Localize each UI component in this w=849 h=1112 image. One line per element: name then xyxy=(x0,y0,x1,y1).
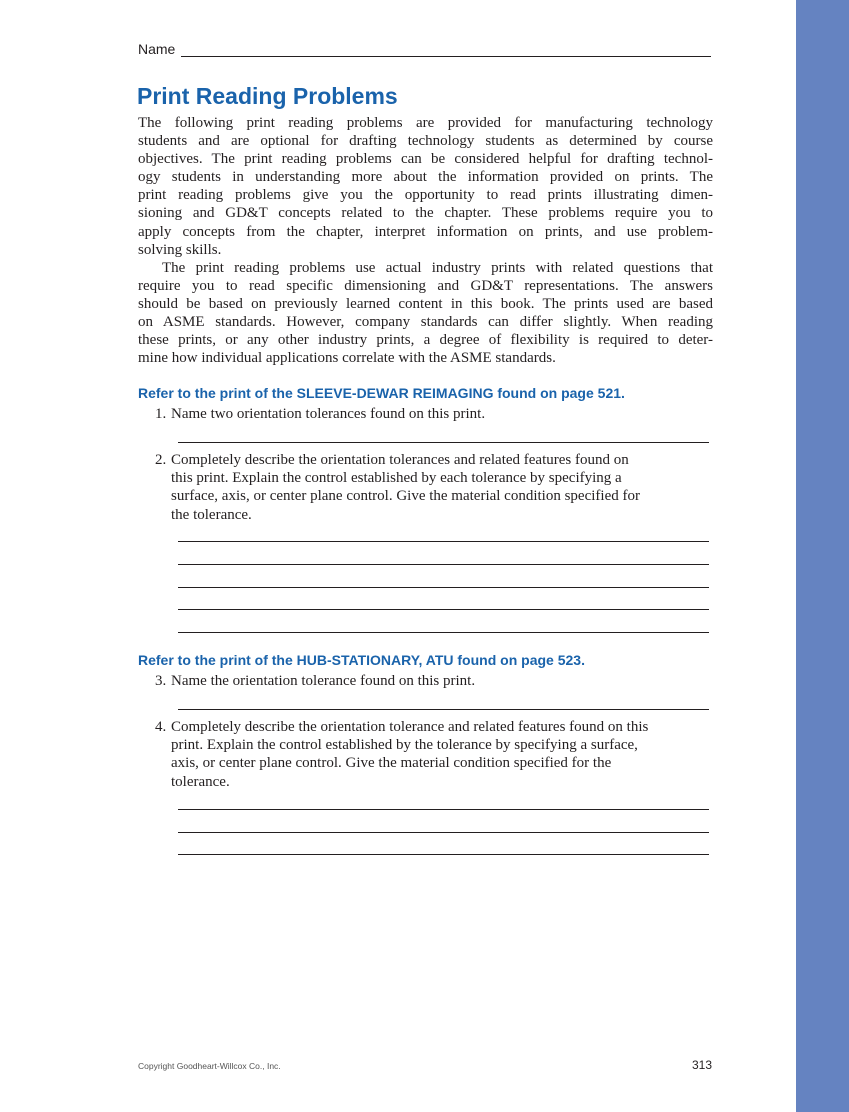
intro-paragraph-1 xyxy=(138,114,713,259)
question-text: Completely describe the orientation tolerance and related features found on this xyxy=(171,719,649,735)
page-number: 313 xyxy=(691,1058,712,1072)
intro-paragraph-2 xyxy=(138,259,713,368)
question-number: 2. xyxy=(155,452,167,468)
text-line: mine how individual applications correlate with the ASME standards. xyxy=(138,350,556,367)
question-text: print. Explain the control established by the tolerance by specifying a surface, xyxy=(171,737,638,754)
page-edge-tab xyxy=(796,0,849,1112)
text-line: students and are optional for drafting technology students as determined by course xyxy=(138,133,713,150)
answer-line[interactable] xyxy=(178,564,709,565)
question-number: 3. xyxy=(155,673,167,689)
answer-line[interactable] xyxy=(178,709,709,710)
question-1 xyxy=(155,405,715,423)
text-line: The print reading problems use actual industry prints with related questions that xyxy=(162,260,713,276)
text-line: solving skills. xyxy=(138,241,222,258)
question-text: axis, or center plane control. Give the material condition specified for the xyxy=(171,755,612,772)
answer-line[interactable] xyxy=(178,442,709,443)
answer-line[interactable] xyxy=(178,632,709,633)
answer-line[interactable] xyxy=(178,854,709,855)
copyright-notice: Copyright Goodheart-Willcox Co., Inc. xyxy=(138,1061,281,1071)
question-3 xyxy=(155,672,715,690)
answer-line[interactable] xyxy=(178,809,709,810)
text-line: The following print reading problems are provided for manufacturing technology xyxy=(138,115,713,131)
text-line: these prints, or any other industry prints, a degree of flexibility is required to deter- xyxy=(138,332,713,349)
question-text: Completely describe the orientation tolerances and related features found on xyxy=(171,452,629,468)
text-line: on ASME standards. However, company standards can differ slightly. When reading xyxy=(138,314,713,331)
answer-line[interactable] xyxy=(178,541,709,542)
text-line: apply concepts from the chapter, interpret information on prints, and use problem- xyxy=(138,223,713,240)
question-text: surface, axis, or center plane control. Give the material condition specified for xyxy=(171,488,640,505)
question-text: Name two orientation tolerances found on this print. xyxy=(171,406,486,422)
text-line: print reading problems give you the opportunity to read prints illustrating dimen- xyxy=(138,187,713,204)
question-number: 4. xyxy=(155,719,167,735)
question-2 xyxy=(155,451,715,524)
question-text: this print. Explain the control established by each tolerance by specifying a xyxy=(171,470,622,487)
name-label: Name xyxy=(138,41,176,57)
text-line: objectives. The print reading problems can be considered helpful for drafting technol- xyxy=(138,151,713,168)
question-4 xyxy=(155,718,715,791)
answer-line[interactable] xyxy=(178,587,709,588)
text-line: should be based on previously learned content in this book. The prints used are based xyxy=(138,296,713,313)
section-heading-hub-stationary: Refer to the print of the HUB-STATIONARY, ATU found on page 523. xyxy=(138,652,585,668)
page-title: Print Reading Problems xyxy=(137,83,398,109)
question-text: tolerance. xyxy=(171,773,230,790)
answer-line[interactable] xyxy=(178,832,709,833)
text-line: ogy students in understanding more about the information provided on prints. The xyxy=(138,169,713,186)
question-number: 1. xyxy=(155,406,167,422)
question-text: Name the orientation tolerance found on this print. xyxy=(171,673,476,689)
section-heading-sleeve-dewar: Refer to the print of the SLEEVE-DEWAR REIMAGING found on page 521. xyxy=(138,385,625,401)
text-line: sioning and GD&T concepts related to the chapter. These problems require you to xyxy=(138,205,713,222)
name-field[interactable] xyxy=(138,41,711,57)
text-line: require you to read specific dimensioning and GD&T representations. The answers xyxy=(138,278,713,295)
question-text: the tolerance. xyxy=(171,506,252,523)
answer-line[interactable] xyxy=(178,609,709,610)
name-blank-line[interactable] xyxy=(181,43,711,57)
